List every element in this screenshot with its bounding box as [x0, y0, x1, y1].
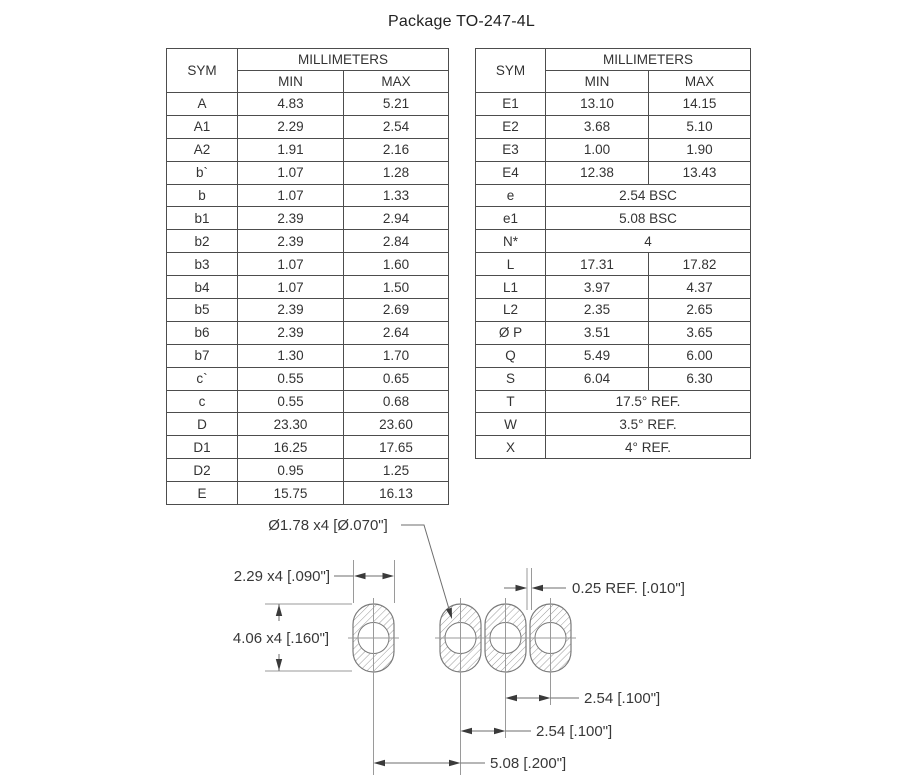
- min-cell: 1.00: [546, 138, 649, 161]
- sym-cell: b1: [167, 207, 238, 230]
- min-cell: 1.07: [238, 276, 344, 299]
- max-cell: 0.65: [344, 367, 449, 390]
- table-header-row: [167, 49, 449, 71]
- pad-height-dimension: [233, 604, 352, 671]
- max-cell: 2.69: [344, 299, 449, 322]
- page-title: Package TO-247-4L: [388, 13, 535, 30]
- sym-cell: X: [476, 436, 546, 459]
- span-value-cell: 3.5° REF.: [546, 413, 751, 436]
- min-cell: 17.31: [546, 253, 649, 276]
- min-cell: 15.75: [238, 482, 344, 505]
- max-cell: 2.84: [344, 230, 449, 253]
- right-dimension-table: [475, 48, 751, 459]
- pad-height-label: 4.06 x4 [.160"]: [232, 630, 330, 647]
- gap-reference-label: 0.25 REF. [.010"]: [572, 580, 685, 597]
- table-row: [167, 276, 449, 299]
- min-cell: 0.95: [238, 459, 344, 482]
- pad-width-dimension: [234, 560, 395, 603]
- table-row: [167, 459, 449, 482]
- sym-cell: E2: [476, 115, 546, 138]
- sym-cell: b4: [167, 276, 238, 299]
- max-cell: 1.60: [344, 253, 449, 276]
- max-cell: 1.70: [344, 344, 449, 367]
- sym-cell: E3: [476, 138, 546, 161]
- table-row: [167, 299, 449, 322]
- pitch-dimension-c: [374, 755, 567, 772]
- max-cell: 3.65: [649, 321, 751, 344]
- table-row: [476, 276, 751, 299]
- sym-cell: S: [476, 367, 546, 390]
- sym-cell: A2: [167, 138, 238, 161]
- pitch-b-label: 2.54 [.100"]: [536, 723, 613, 740]
- table-row: [167, 436, 449, 459]
- sym-cell: A1: [167, 115, 238, 138]
- millimeters-header: MILLIMETERS: [238, 49, 449, 71]
- max-cell: 23.60: [344, 413, 449, 436]
- max-cell: 14.15: [649, 93, 751, 116]
- table-row: [476, 436, 751, 459]
- max-cell: 5.10: [649, 115, 751, 138]
- max-cell: 2.65: [649, 299, 751, 322]
- dimension-table-right: [475, 48, 751, 459]
- table-row: [167, 321, 449, 344]
- sym-header: SYM: [167, 49, 238, 93]
- pitch-dimension-a: [506, 690, 661, 707]
- table-row: [167, 184, 449, 207]
- table-row: [476, 184, 751, 207]
- sym-cell: L1: [476, 276, 546, 299]
- max-cell: 1.33: [344, 184, 449, 207]
- min-cell: 1.07: [238, 253, 344, 276]
- table-row: [476, 161, 751, 184]
- max-cell: 17.65: [344, 436, 449, 459]
- left-dimension-table: [166, 48, 449, 505]
- min-cell: 16.25: [238, 436, 344, 459]
- sym-cell: L: [476, 253, 546, 276]
- sym-header: SYM: [476, 49, 546, 93]
- max-cell: 17.82: [649, 253, 751, 276]
- min-cell: 13.10: [546, 93, 649, 116]
- sym-cell: E1: [476, 93, 546, 116]
- table-row: [476, 230, 751, 253]
- max-cell: 1.50: [344, 276, 449, 299]
- max-header: MAX: [649, 71, 751, 93]
- min-cell: 4.83: [238, 93, 344, 116]
- sym-cell: Q: [476, 344, 546, 367]
- span-value-cell: 2.54 BSC: [546, 184, 751, 207]
- table-row: [167, 253, 449, 276]
- min-cell: 2.39: [238, 207, 344, 230]
- pitch-a-label: 2.54 [.100"]: [584, 690, 661, 707]
- sym-cell: D2: [167, 459, 238, 482]
- table-row: [476, 321, 751, 344]
- sym-cell: D: [167, 413, 238, 436]
- min-cell: 6.04: [546, 367, 649, 390]
- sym-cell: e: [476, 184, 546, 207]
- sym-cell: b6: [167, 321, 238, 344]
- table-row: [476, 253, 751, 276]
- sym-cell: E: [167, 482, 238, 505]
- max-cell: 2.94: [344, 207, 449, 230]
- max-cell: 5.21: [344, 93, 449, 116]
- max-cell: 0.68: [344, 390, 449, 413]
- table-row: [167, 115, 449, 138]
- max-cell: 6.30: [649, 367, 751, 390]
- millimeters-header: MILLIMETERS: [546, 49, 751, 71]
- table-row: [167, 138, 449, 161]
- min-cell: 2.39: [238, 230, 344, 253]
- table-row: [167, 207, 449, 230]
- sym-cell: W: [476, 413, 546, 436]
- sym-cell: b2: [167, 230, 238, 253]
- sym-cell: b5: [167, 299, 238, 322]
- table-row: [476, 299, 751, 322]
- span-value-cell: 17.5° REF.: [546, 390, 751, 413]
- max-cell: 2.54: [344, 115, 449, 138]
- max-cell: 13.43: [649, 161, 751, 184]
- max-cell: 1.28: [344, 161, 449, 184]
- table-row: [167, 390, 449, 413]
- table-row: [476, 413, 751, 436]
- min-cell: 0.55: [238, 367, 344, 390]
- pad-layout-drawing: [0, 500, 923, 782]
- min-cell: 3.97: [546, 276, 649, 299]
- sym-cell: N*: [476, 230, 546, 253]
- min-cell: 23.30: [238, 413, 344, 436]
- table-row: [167, 93, 449, 116]
- max-cell: 6.00: [649, 344, 751, 367]
- sym-cell: b3: [167, 253, 238, 276]
- table-row: [476, 344, 751, 367]
- sym-cell: b`: [167, 161, 238, 184]
- max-header: MAX: [344, 71, 449, 93]
- pitch-dimension-b: [461, 723, 613, 740]
- min-cell: 3.68: [546, 115, 649, 138]
- sym-cell: c`: [167, 367, 238, 390]
- min-cell: 5.49: [546, 344, 649, 367]
- table-row: [476, 115, 751, 138]
- hole-diameter-label: Ø1.78 x4 [Ø.070"]: [268, 517, 388, 534]
- gap-reference-dimension: [504, 568, 685, 610]
- right-table-body: [476, 93, 751, 459]
- span-value-cell: 4: [546, 230, 751, 253]
- min-header: MIN: [238, 71, 344, 93]
- table-row: [167, 230, 449, 253]
- sym-cell: Ø P: [476, 321, 546, 344]
- table-row: [476, 367, 751, 390]
- sym-cell: b7: [167, 344, 238, 367]
- table-row: [476, 390, 751, 413]
- pitch-c-label: 5.08 [.200"]: [490, 755, 567, 772]
- sym-cell: c: [167, 390, 238, 413]
- span-value-cell: 5.08 BSC: [546, 207, 751, 230]
- sym-cell: L2: [476, 299, 546, 322]
- sym-cell: T: [476, 390, 546, 413]
- table-header-row: [476, 49, 751, 71]
- table-row: [167, 344, 449, 367]
- pad-width-label: 2.29 x4 [.090"]: [233, 568, 330, 585]
- sym-cell: A: [167, 93, 238, 116]
- max-cell: 1.90: [649, 138, 751, 161]
- min-cell: 0.55: [238, 390, 344, 413]
- min-header: MIN: [546, 71, 649, 93]
- max-cell: 16.13: [344, 482, 449, 505]
- min-cell: 1.07: [238, 161, 344, 184]
- min-cell: 2.29: [238, 115, 344, 138]
- sym-cell: b: [167, 184, 238, 207]
- table-row: [167, 367, 449, 390]
- span-value-cell: 4° REF.: [546, 436, 751, 459]
- min-cell: 2.35: [546, 299, 649, 322]
- max-cell: 1.25: [344, 459, 449, 482]
- dimension-table-left: [166, 48, 449, 505]
- table-row: [476, 138, 751, 161]
- sym-cell: e1: [476, 207, 546, 230]
- sym-cell: E4: [476, 161, 546, 184]
- left-table-body: [167, 93, 449, 505]
- min-cell: 2.39: [238, 299, 344, 322]
- min-cell: 2.39: [238, 321, 344, 344]
- table-row: [476, 207, 751, 230]
- max-cell: 2.16: [344, 138, 449, 161]
- max-cell: 2.64: [344, 321, 449, 344]
- max-cell: 4.37: [649, 276, 751, 299]
- table-row: [167, 413, 449, 436]
- min-cell: 12.38: [546, 161, 649, 184]
- min-cell: 3.51: [546, 321, 649, 344]
- sym-cell: D1: [167, 436, 238, 459]
- table-row: [167, 161, 449, 184]
- table-row: [476, 93, 751, 116]
- min-cell: 1.91: [238, 138, 344, 161]
- min-cell: 1.07: [238, 184, 344, 207]
- min-cell: 1.30: [238, 344, 344, 367]
